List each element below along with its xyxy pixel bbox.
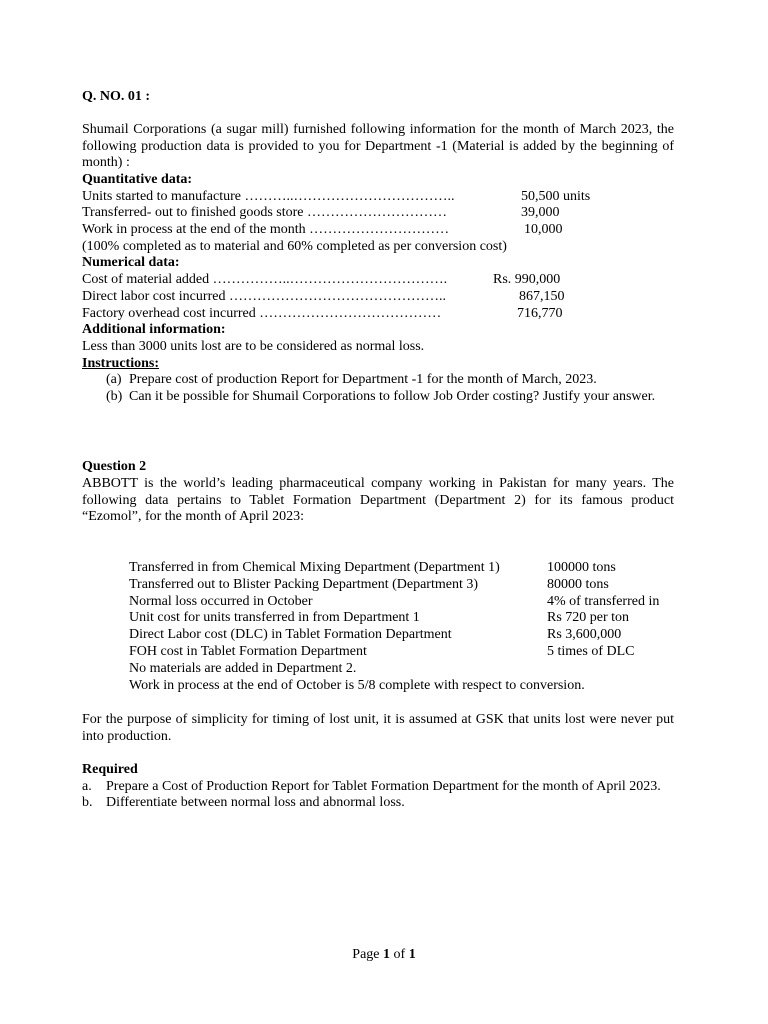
quantitative-heading: Quantitative data: (82, 172, 193, 187)
num-row: Factory overhead cost incurred ………………………………… 716,770 (82, 305, 563, 321)
q2-required-section (82, 762, 674, 812)
table-row: Direct Labor cost (DLC) in Tablet Formation Department Rs 3,600,000 (129, 627, 622, 643)
additional-text: Less than 3000 units lost are to be considered as normal loss. (82, 338, 425, 354)
q2-intro: ABBOTT is the world’s leading pharmaceutical company working in Pakistan for many years. The following data pertains to Tablet Formation Department (Department 2) for its famous product “Ezomol”, for the month of April 2023: (82, 476, 674, 525)
page-footer: Page 1 of 1 (352, 947, 416, 962)
table-row: FOH cost in Tablet Formation Department 5 times of DLC (129, 643, 635, 659)
note-line: No materials are added in Department 2. (129, 660, 357, 676)
quant-row: Work in process at the end of the month ………………………… 10,000 (82, 222, 563, 238)
instruction-item: (b) Can it be possible for Shumail Corporations to follow Job Order costing? Justify your answer. (106, 389, 656, 405)
quant-row: Transferred- out to finished goods store ………………………… 39,000 (82, 205, 560, 221)
note-line: Work in process at the end of October is 5/8 complete with respect to conversion. (129, 677, 585, 693)
q1-intro: Shumail Corporations (a sugar mill) furnished following information for the month of March 2023, the following production data is provided to you for Department -1 (Material is added by the beginning of month) : (82, 122, 674, 171)
table-row: Normal loss occurred in October 4% of transferred in (129, 593, 660, 609)
required-heading: Required (82, 762, 138, 777)
num-row: Cost of material added ……………..……………………………. Rs. 990,000 (82, 272, 561, 288)
table-row: Unit cost for units transferred in from Department 1 Rs 720 per ton (129, 610, 630, 626)
q1-heading: Q. NO. 01 : (82, 89, 151, 104)
table-row: Transferred out to Blister Packing Department (Department 3) 80000 tons (129, 576, 609, 592)
q2-heading: Question 2 (82, 459, 147, 474)
numerical-heading: Numerical data: (82, 255, 180, 271)
q1-quantitative-section (82, 172, 674, 406)
q2-assumption: For the purpose of simplicity for timing of lost unit, it is assumed at GSK that units lost were never put into production. (82, 712, 674, 744)
q2-data-table (129, 560, 689, 694)
quant-note: (100% completed as to material and 60% completed as per conversion cost) (82, 238, 507, 254)
table-row: Transferred in from Chemical Mixing Department (Department 1) 100000 tons (129, 560, 616, 575)
required-item: a. Prepare a Cost of Production Report for Tablet Formation Department for the month of April 2023. (82, 778, 661, 794)
instructions-heading: Instructions: (82, 355, 160, 371)
required-item: b. Differentiate between normal loss and abnormal loss. (82, 795, 405, 811)
additional-heading: Additional information: (82, 322, 226, 338)
instruction-item: (a) Prepare cost of production Report for Department -1 for the month of March, 2023. (106, 372, 597, 388)
num-row: Direct labor cost incurred ……………………………………….. 867,150 (82, 288, 565, 304)
quant-row: Units started to manufacture ………..…………………………….. 50,500 units (82, 188, 591, 204)
